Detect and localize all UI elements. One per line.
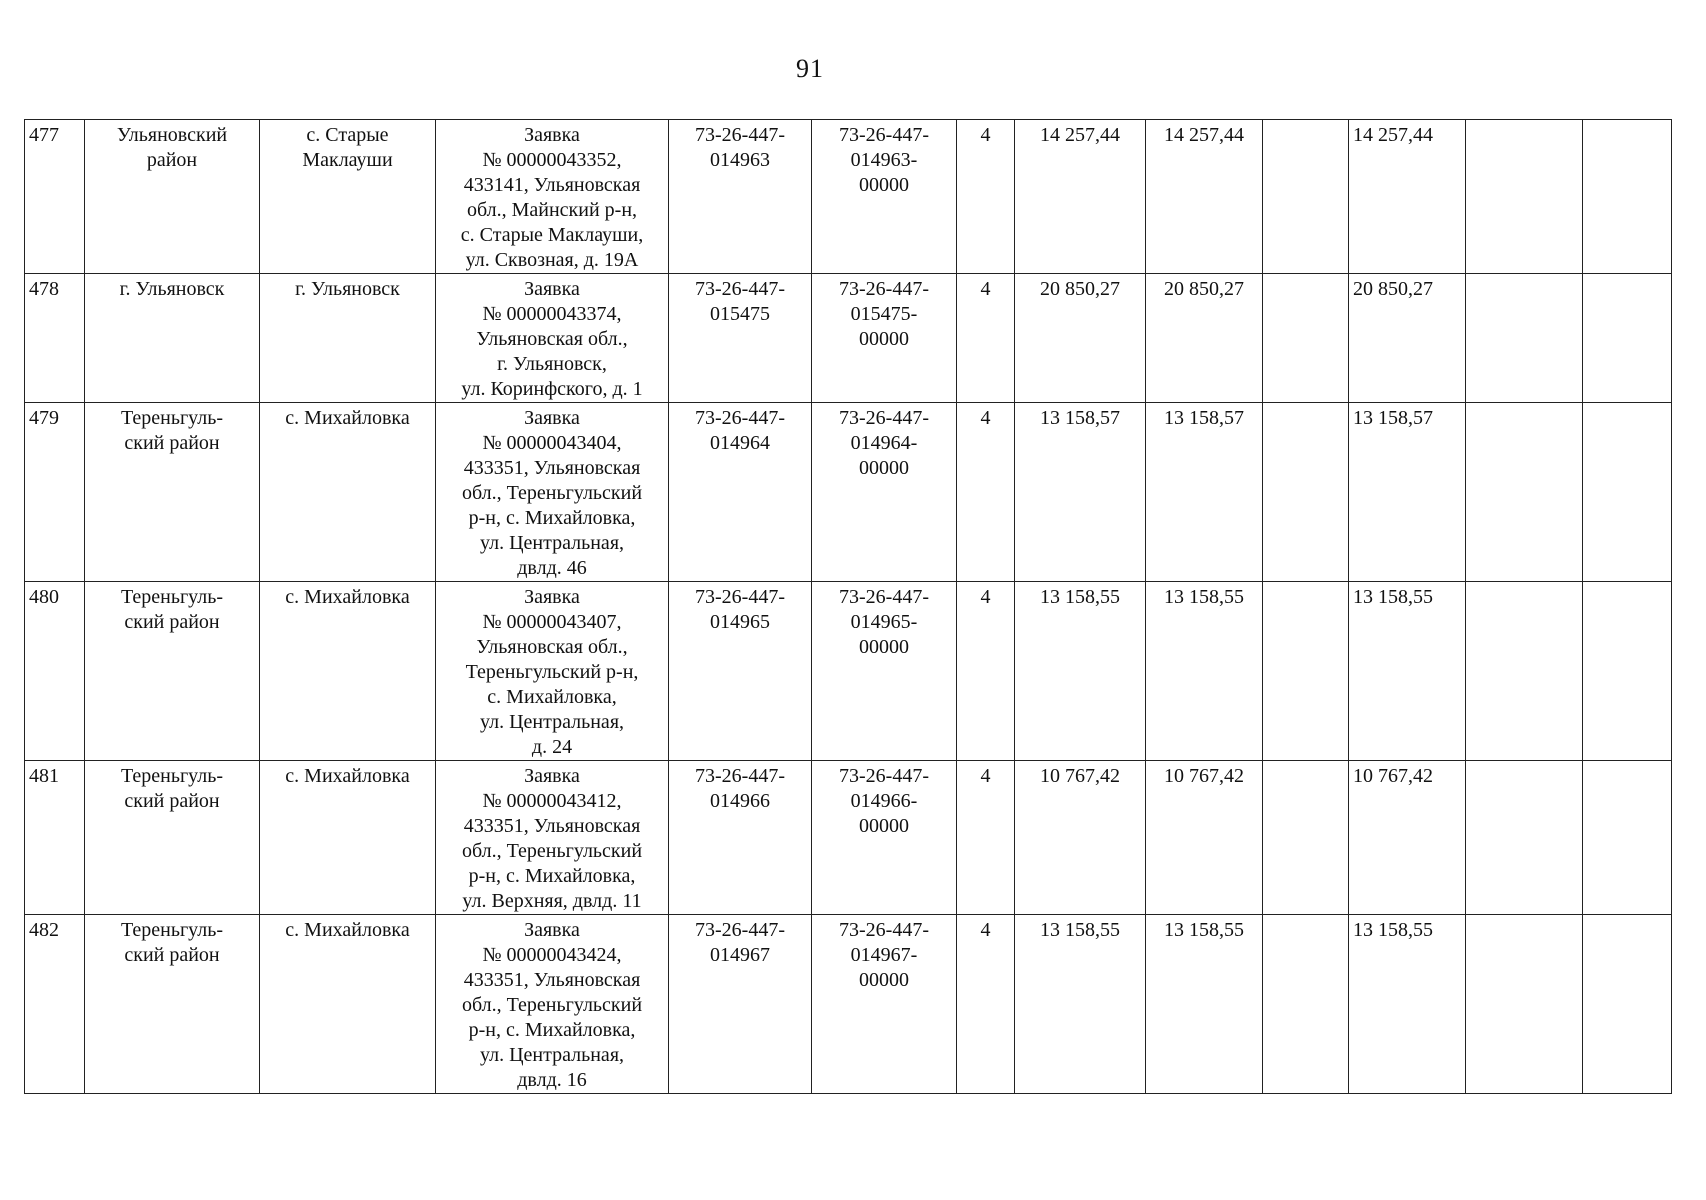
row-number: 477 [25, 120, 85, 274]
district-cell [85, 403, 260, 582]
request-cell-line: обл., Тереньгульский [461, 994, 643, 1016]
cadastral-code-cell [669, 274, 812, 403]
account-code-cell-line: 00000 [859, 174, 909, 196]
request-cell [436, 915, 669, 1094]
request-cell-line: двлд. 16 [517, 1069, 587, 1091]
locality-cell-line: с. Михайловка [285, 407, 410, 429]
request-cell-line: р-н, с. Михайловка, [468, 507, 636, 529]
request-cell-line: Заявка [524, 919, 580, 941]
locality-cell-line: г. Ульяновск [295, 278, 400, 300]
extra-cell-2 [1583, 915, 1672, 1094]
locality-cell-line: с. Михайловка [285, 586, 410, 608]
request-cell-line: обл., Тереньгульский [461, 840, 643, 862]
extra-cell-2 [1583, 274, 1672, 403]
table-row [25, 120, 1672, 274]
quantity-cell: 4 [957, 582, 1015, 761]
request-cell-line: ул. Центральная, [479, 711, 625, 733]
account-code-cell-line: 00000 [859, 969, 909, 991]
request-cell [436, 582, 669, 761]
cadastral-code-cell [669, 582, 812, 761]
cadastral-code-cell-line: 73-26-447- [695, 765, 785, 787]
amount-cell-4: 13 158,55 [1349, 915, 1466, 1094]
account-code-cell-line: 73-26-447- [839, 765, 929, 787]
district-cell [85, 582, 260, 761]
locality-cell-line: с. Михайловка [285, 765, 410, 787]
table-row [25, 403, 1672, 582]
extra-cell-2 [1583, 120, 1672, 274]
request-cell-line: Заявка [524, 765, 580, 787]
account-code-cell-line: 00000 [859, 328, 909, 350]
amount-cell-3 [1263, 274, 1349, 403]
request-cell-line: ул. Центральная, [479, 532, 625, 554]
registry-table [24, 119, 1672, 1094]
locality-cell-line: с. Михайловка [285, 919, 410, 941]
cadastral-code-cell-line: 73-26-447- [695, 919, 785, 941]
extra-cell-2 [1583, 403, 1672, 582]
request-cell-line: с. Михайловка, [487, 686, 617, 708]
locality-cell [260, 120, 436, 274]
district-cell-line: Тереньгуль- [120, 919, 224, 941]
cadastral-code-cell [669, 761, 812, 915]
request-cell-line: № 00000043352, [482, 149, 622, 171]
amount-cell-2: 10 767,42 [1146, 761, 1263, 915]
amount-cell-4: 13 158,57 [1349, 403, 1466, 582]
request-cell-line: Ульяновская обл., [476, 328, 628, 350]
cadastral-code-cell-line: 73-26-447- [695, 407, 785, 429]
account-code-cell-line: 00000 [859, 636, 909, 658]
extra-cell-2 [1583, 582, 1672, 761]
row-number: 480 [25, 582, 85, 761]
table-row [25, 274, 1672, 403]
request-cell-line: обл., Майнский р-н, [466, 199, 638, 221]
district-cell-line: ский район [124, 790, 220, 812]
request-cell-line: ул. Коринфского, д. 1 [461, 378, 643, 400]
account-code-cell-line: 73-26-447- [839, 586, 929, 608]
cadastral-code-cell [669, 403, 812, 582]
account-code-cell [812, 761, 957, 915]
account-code-cell-line: 014964- [850, 432, 918, 454]
request-cell [436, 403, 669, 582]
request-cell [436, 120, 669, 274]
extra-cell-1 [1466, 274, 1583, 403]
locality-cell [260, 915, 436, 1094]
request-cell-line: обл., Тереньгульский [461, 482, 643, 504]
district-cell [85, 915, 260, 1094]
account-code-cell-line: 00000 [859, 815, 909, 837]
request-cell-line: ул. Центральная, [479, 1044, 625, 1066]
account-code-cell-line: 014966- [850, 790, 918, 812]
request-cell-line: № 00000043404, [482, 432, 622, 454]
extra-cell-1 [1466, 582, 1583, 761]
request-cell [436, 274, 669, 403]
amount-cell-2: 13 158,55 [1146, 582, 1263, 761]
district-cell-line: ский район [124, 611, 220, 633]
account-code-cell-line: 73-26-447- [839, 919, 929, 941]
amount-cell-4: 13 158,55 [1349, 582, 1466, 761]
amount-cell-1: 13 158,55 [1015, 915, 1146, 1094]
district-cell-line: Тереньгуль- [120, 586, 224, 608]
request-cell-line: г. Ульяновск, [497, 353, 607, 375]
amount-cell-3 [1263, 403, 1349, 582]
amount-cell-3 [1263, 915, 1349, 1094]
district-cell-line: район [146, 149, 198, 171]
quantity-cell: 4 [957, 761, 1015, 915]
account-code-cell-line: 00000 [859, 457, 909, 479]
locality-cell [260, 274, 436, 403]
extra-cell-1 [1466, 915, 1583, 1094]
amount-cell-4: 14 257,44 [1349, 120, 1466, 274]
locality-cell [260, 761, 436, 915]
amount-cell-3 [1263, 761, 1349, 915]
district-cell [85, 274, 260, 403]
cadastral-code-cell-line: 014964 [710, 432, 770, 454]
request-cell-line: ул. Верхняя, двлд. 11 [462, 890, 642, 912]
amount-cell-4: 20 850,27 [1349, 274, 1466, 403]
cadastral-code-cell-line: 73-26-447- [695, 586, 785, 608]
district-cell-line: ский район [124, 944, 220, 966]
account-code-cell-line: 73-26-447- [839, 124, 929, 146]
request-cell-line: № 00000043424, [482, 944, 622, 966]
request-cell-line: двлд. 46 [517, 557, 587, 579]
request-cell-line: Заявка [524, 407, 580, 429]
cadastral-code-cell-line: 014963 [710, 149, 770, 171]
cadastral-code-cell-line: 014965 [710, 611, 770, 633]
amount-cell-2: 13 158,57 [1146, 403, 1263, 582]
request-cell-line: Заявка [524, 124, 580, 146]
request-cell-line: 433141, Ульяновская [463, 174, 641, 196]
district-cell-line: ский район [124, 432, 220, 454]
request-cell-line: 433351, Ульяновская [463, 969, 641, 991]
district-cell-line: Ульяновский [116, 124, 228, 146]
request-cell-line: Тереньгульский р-н, [465, 661, 639, 683]
account-code-cell-line: 73-26-447- [839, 278, 929, 300]
cadastral-code-cell [669, 120, 812, 274]
request-cell-line: р-н, с. Михайловка, [468, 1019, 636, 1041]
row-number: 481 [25, 761, 85, 915]
cadastral-code-cell-line: 015475 [710, 303, 770, 325]
row-number: 479 [25, 403, 85, 582]
account-code-cell [812, 915, 957, 1094]
account-code-cell [812, 120, 957, 274]
extra-cell-1 [1466, 403, 1583, 582]
amount-cell-4: 10 767,42 [1349, 761, 1466, 915]
account-code-cell-line: 73-26-447- [839, 407, 929, 429]
request-cell-line: № 00000043407, [482, 611, 622, 633]
extra-cell-1 [1466, 120, 1583, 274]
amount-cell-1: 14 257,44 [1015, 120, 1146, 274]
request-cell-line: 433351, Ульяновская [463, 815, 641, 837]
table-row [25, 915, 1672, 1094]
amount-cell-1: 13 158,55 [1015, 582, 1146, 761]
table-row [25, 761, 1672, 915]
row-number: 482 [25, 915, 85, 1094]
locality-cell-line: с. Старые [306, 124, 389, 146]
amount-cell-3 [1263, 120, 1349, 274]
account-code-cell [812, 274, 957, 403]
cadastral-code-cell [669, 915, 812, 1094]
request-cell-line: Заявка [524, 278, 580, 300]
quantity-cell: 4 [957, 403, 1015, 582]
amount-cell-2: 14 257,44 [1146, 120, 1263, 274]
table-row [25, 582, 1672, 761]
extra-cell-1 [1466, 761, 1583, 915]
cadastral-code-cell-line: 014967 [710, 944, 770, 966]
request-cell-line: р-н, с. Михайловка, [468, 865, 636, 887]
request-cell-line: ул. Сквозная, д. 19А [465, 249, 639, 271]
locality-cell [260, 403, 436, 582]
district-cell-line: Тереньгуль- [120, 765, 224, 787]
extra-cell-2 [1583, 761, 1672, 915]
quantity-cell: 4 [957, 915, 1015, 1094]
amount-cell-1: 13 158,57 [1015, 403, 1146, 582]
district-cell-line: Тереньгуль- [120, 407, 224, 429]
account-code-cell-line: 014965- [850, 611, 918, 633]
amount-cell-2: 20 850,27 [1146, 274, 1263, 403]
account-code-cell-line: 015475- [850, 303, 918, 325]
request-cell-line: № 00000043374, [482, 303, 622, 325]
row-number: 478 [25, 274, 85, 403]
cadastral-code-cell-line: 73-26-447- [695, 124, 785, 146]
amount-cell-1: 20 850,27 [1015, 274, 1146, 403]
locality-cell [260, 582, 436, 761]
page-number: 91 [796, 54, 824, 83]
district-cell [85, 761, 260, 915]
account-code-cell [812, 403, 957, 582]
account-code-cell-line: 014967- [850, 944, 918, 966]
amount-cell-2: 13 158,55 [1146, 915, 1263, 1094]
request-cell-line: с. Старые Маклауши, [460, 224, 644, 246]
account-code-cell-line: 014963- [850, 149, 918, 171]
quantity-cell: 4 [957, 274, 1015, 403]
amount-cell-3 [1263, 582, 1349, 761]
request-cell-line: Заявка [524, 586, 580, 608]
locality-cell-line: Маклауши [302, 149, 393, 171]
district-cell-line: г. Ульяновск [119, 278, 225, 300]
request-cell-line: № 00000043412, [482, 790, 622, 812]
request-cell-line: Ульяновская обл., [476, 636, 628, 658]
request-cell-line: д. 24 [531, 736, 573, 758]
district-cell [85, 120, 260, 274]
cadastral-code-cell-line: 014966 [710, 790, 770, 812]
account-code-cell [812, 582, 957, 761]
cadastral-code-cell-line: 73-26-447- [695, 278, 785, 300]
request-cell [436, 761, 669, 915]
amount-cell-1: 10 767,42 [1015, 761, 1146, 915]
quantity-cell: 4 [957, 120, 1015, 274]
request-cell-line: 433351, Ульяновская [463, 457, 641, 479]
